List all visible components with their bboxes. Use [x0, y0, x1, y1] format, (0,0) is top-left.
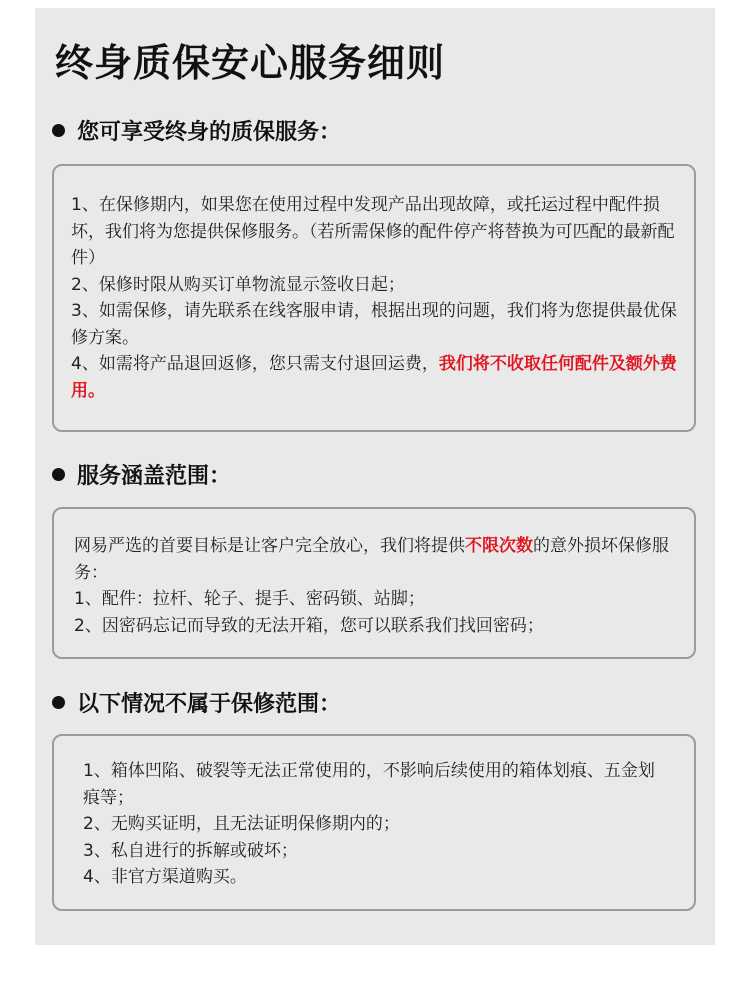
list-item: 4、非官方渠道购买。 — [83, 867, 247, 887]
section-heading-text: 服务涵盖范围： — [77, 464, 232, 489]
section-heading-text: 以下情况不属于保修范围： — [77, 692, 342, 717]
highlight-text: 不限次数 — [465, 536, 533, 556]
list-item: 3、如需保修，请先联系在线客服申请，根据出现的问题，我们将为您提供最优保修方案。 — [71, 301, 677, 348]
list-item: 1、配件：拉杆、轮子、提手、密码锁、站脚； — [74, 589, 425, 609]
bullet-icon — [52, 124, 65, 137]
list-item: 2、因密码忘记而导致的无法开箱，您可以联系我们找回密码； — [74, 615, 544, 636]
list-item — [74, 533, 674, 586]
page-title: 终身质保安心服务细则 — [55, 41, 446, 85]
coverage-box — [52, 507, 696, 659]
exclusions-box — [52, 734, 696, 911]
intro-text-suffix: 的意外损坏保修服务： — [74, 536, 669, 583]
section-heading-coverage — [52, 462, 231, 492]
list-item: 2、无购买证明，且无法证明保修期内的； — [83, 814, 400, 834]
list-item: 1、箱体凹陷、破裂等无法正常使用的，不影响后续使用的箱体划痕、五金划痕等； — [83, 761, 655, 808]
list-item: 1、在保修期内，如果您在使用过程中发现产品出现故障，或托运过程中配件损坏，我们将为您提供保修服务。（若所需保修的配件停产将替换为可匹配的最新配件） — [71, 195, 675, 268]
bullet-icon — [52, 468, 65, 481]
list-item: 3、私自进行的拆解或破坏； — [83, 840, 298, 861]
list-item — [71, 351, 680, 404]
section-heading-exclusions — [52, 690, 341, 720]
intro-text: 网易严选的首要目标是让客户完全放心，我们将提供 — [74, 536, 465, 556]
warranty-terms-box — [52, 164, 696, 432]
list-item-text: 4、如需将产品退回返修，您只需支付退回运费， — [71, 354, 439, 374]
bullet-icon — [52, 696, 65, 709]
section-heading-warranty — [52, 118, 341, 148]
section-heading-text: 您可享受终身的质保服务： — [77, 120, 342, 145]
list-item: 2、保修时限从购买订单物流显示签收日起； — [71, 274, 405, 295]
highlight-text: 我们将不收取任何配件及额外费用。 — [71, 354, 677, 401]
